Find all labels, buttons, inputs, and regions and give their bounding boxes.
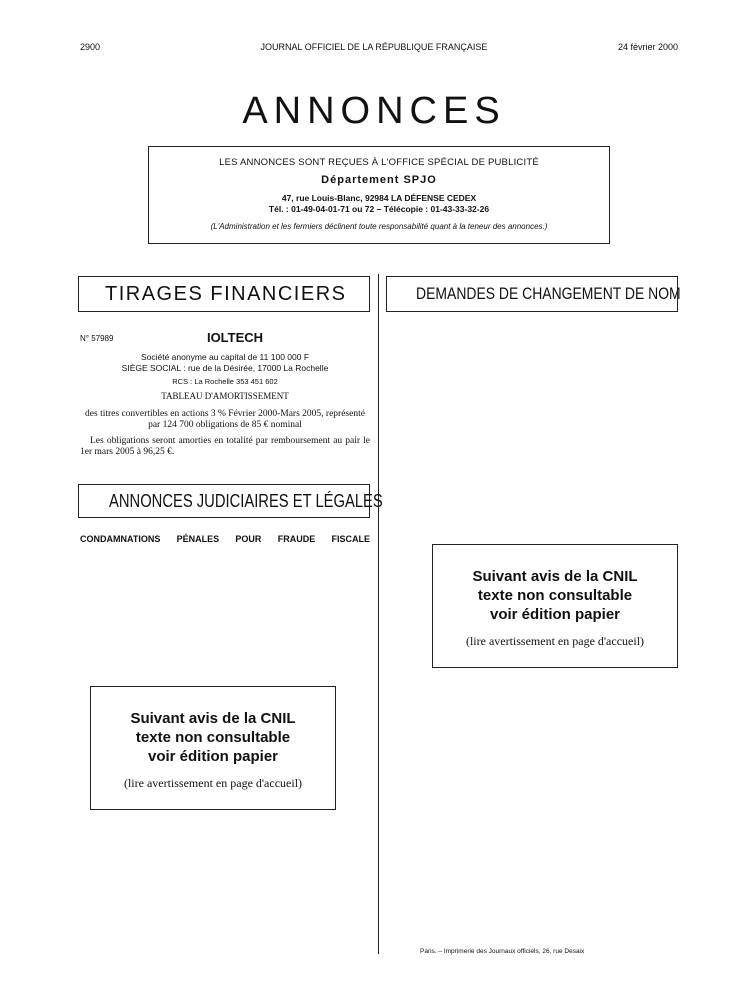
issue-date: 24 février 2000	[617, 42, 678, 52]
company-name: IOLTECH	[206, 330, 264, 345]
section-demandes-label: DEMANDES DE CHANGEMENT DE NOM	[416, 284, 681, 303]
info-address: 47, rue Louis-Blanc, 92984 LA DÉFENSE CEDEX	[281, 193, 477, 203]
page-number: 2900	[80, 42, 101, 52]
announcement-text-1: des titres convertibles en actions 3 % Février 2000-Mars 2005, représenté par 124 700 obligations de 85 € nominal	[85, 409, 365, 430]
company-siege: SIÈGE SOCIAL : rue de la Désirée, 17000 La Rochelle	[121, 363, 329, 373]
announcement-number: N° 57989	[80, 334, 114, 343]
column-divider	[378, 274, 379, 954]
page-title: ANNONCES	[242, 90, 506, 132]
section-annonces-judiciaires	[78, 484, 383, 518]
publicity-info-box	[148, 146, 610, 244]
cnil-notice-left	[90, 686, 336, 810]
cnil-line-2: texte non consultable	[477, 587, 633, 604]
cnil-notice-right	[432, 544, 678, 668]
printer-footer: Paris. – Imprimerie des Journaux officiels, 26, rue Desaix	[420, 948, 585, 955]
cnil-line-1: Suivant avis de la CNIL	[130, 710, 296, 727]
condamnations-heading: CONDAMNATIONS PÉNALES POUR FRAUDE FISCALE	[80, 534, 370, 544]
journal-title: JOURNAL OFFICIEL DE LA RÉPUBLIQUE FRANÇAISE	[260, 42, 488, 52]
info-department: Département SPJO	[321, 174, 437, 186]
info-phone: Tél. : 01-49-04-01-71 ou 72 – Télécopie : 01-43-33-32-26	[268, 204, 490, 214]
cnil-note: (lire avertissement en page d'accueil)	[465, 634, 645, 648]
info-disclaimer: (L'Administration et les fermiers déclinent toute responsabilité quant à la teneur des annonces.)	[210, 222, 548, 231]
cnil-line-3: voir édition papier	[489, 606, 621, 623]
company-rcs: RCS : La Rochelle 353 451 602	[172, 377, 278, 386]
section-demandes-changement-nom	[386, 276, 681, 312]
announcement-text-2: Les obligations seront amorties en totalité par remboursement au pair le 1er mars 2005 à 96,25 €.	[80, 436, 370, 457]
cnil-line-1: Suivant avis de la CNIL	[472, 568, 638, 585]
info-line: LES ANNONCES SONT REÇUES À L'OFFICE SPÉCIAL DE PUBLICITÉ	[219, 157, 539, 168]
cnil-line-3: voir édition papier	[147, 748, 279, 765]
table-title: TABLEAU D'AMORTISSEMENT	[161, 391, 289, 401]
section-judiciaires-label: ANNONCES JUDICIAIRES ET LÉGALES	[109, 491, 383, 511]
section-tirages-financiers: TIRAGES FINANCIERS	[78, 276, 370, 312]
cnil-line-2: texte non consultable	[135, 729, 291, 746]
cnil-note: (lire avertissement en page d'accueil)	[123, 776, 303, 790]
company-capital: Société anonyme au capital de 11 100 000 F	[140, 352, 310, 362]
